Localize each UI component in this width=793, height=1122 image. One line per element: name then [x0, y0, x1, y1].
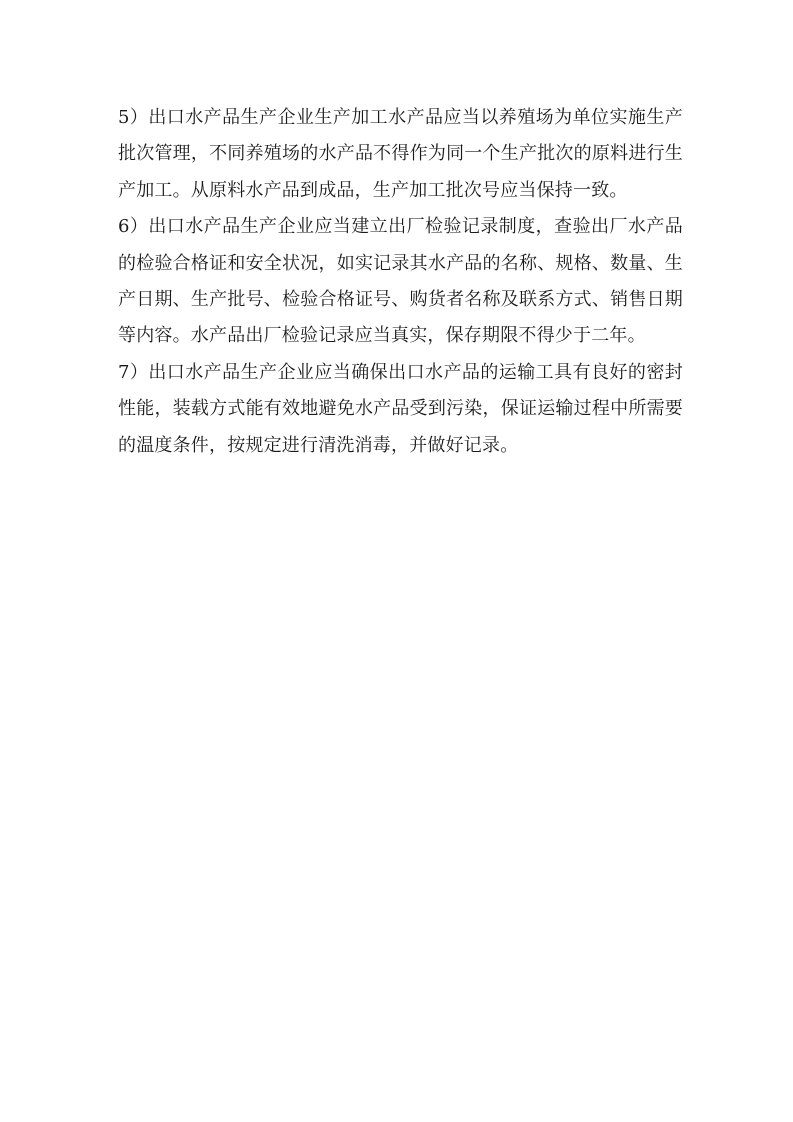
paragraph-6: 6）出口水产品生产企业应当建立出厂检验记录制度，查验出厂水产品的检验合格证和安全状况，如实记录其水产品的名称、规格、数量、生产日期、生产批号、检验合格证号、购货者名称及联系方式、销售日期等内容。水产品出厂检验记录应当真实，保存期限不得少于二年。 [118, 216, 683, 347]
paragraph-7: 7）出口水产品生产企业应当确保出口水产品的运输工具有良好的密封性能，装载方式能有效地避免水产品受到污染，保证运输过程中所需要的温度条件，按规定进行清洗消毒，并做好记录。 [118, 361, 683, 456]
paragraph-5: 5）出口水产品生产企业生产加工水产品应当以养殖场为单位实施生产批次管理，不同养殖场的水产品不得作为同一个生产批次的原料进行生产加工。从原料水产品到成品，生产加工批次号应当保持一致。 [118, 107, 683, 201]
document-body [118, 100, 683, 464]
